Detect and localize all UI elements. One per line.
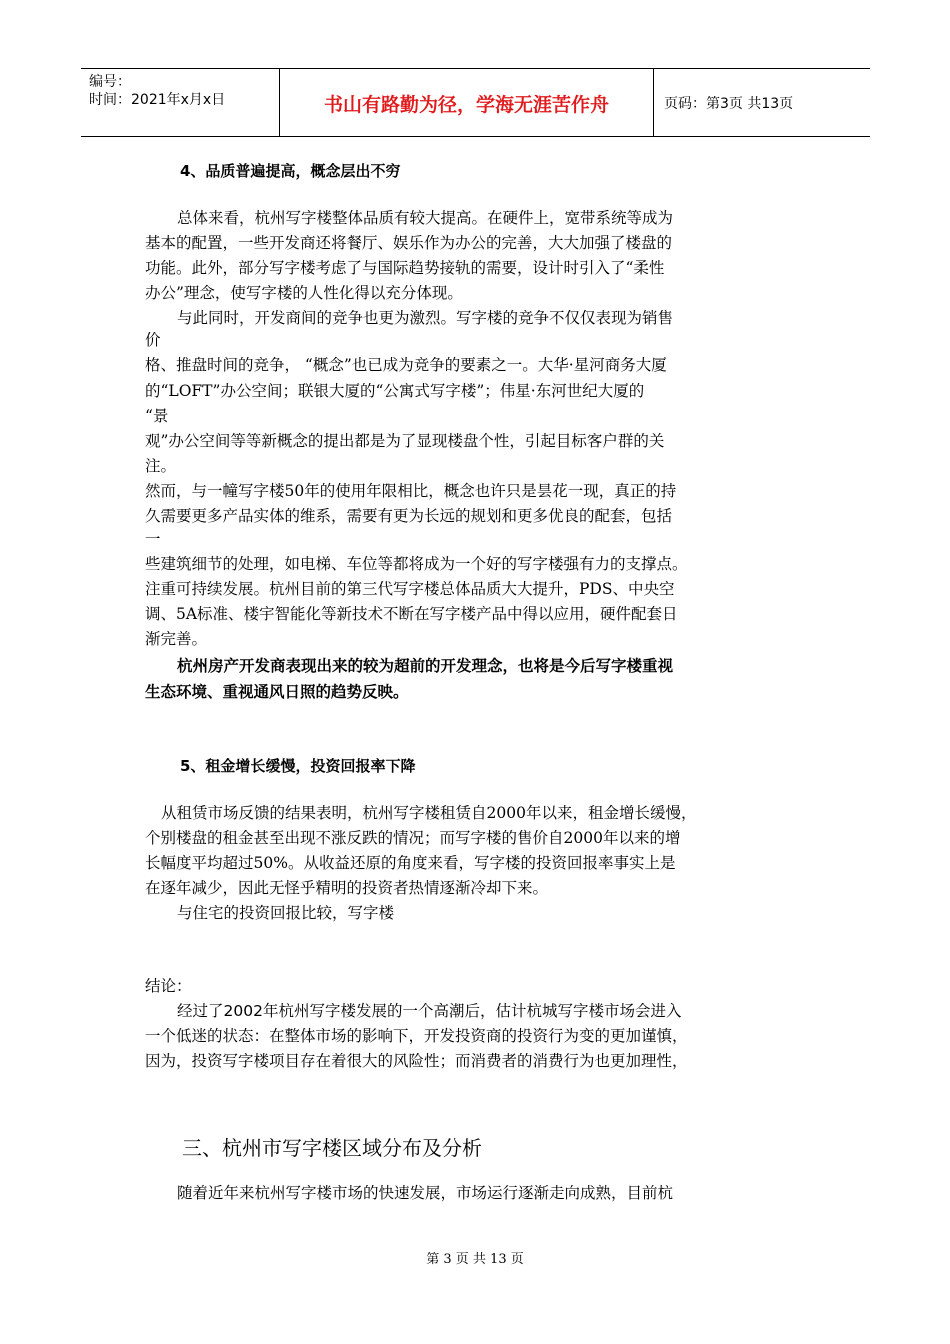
- section-4-line: 注。: [145, 457, 177, 475]
- section-4-line: 些建筑细节的处理，如电梯、车位等都将成为一个好的写字楼强有力的支撑点。: [145, 555, 688, 573]
- section-5-heading: 5、租金增长缓慢，投资回报率下降: [180, 757, 416, 775]
- section-5-line: 与住宅的投资回报比较，写字楼: [177, 904, 395, 922]
- section-3-line: 随着近年来杭州写字楼市场的快速发展，市场运行逐渐走向成熟，目前杭: [177, 1184, 674, 1202]
- section-4-heading: 4、品质普遍提高，概念层出不穷: [180, 162, 401, 180]
- header-motto: 书山有路勤为径，学海无涯苦作舟: [323, 94, 609, 116]
- section-5-line: 长幅度平均超过50%。从收益还原的角度来看，写字楼的投资回报率事实上是: [145, 854, 676, 872]
- section-5-line: 从租赁市场反馈的结果表明，杭州写字楼租赁自2000年以来，租金增长缓慢，: [161, 804, 697, 822]
- conclusion-label: 结论：: [145, 977, 192, 995]
- section-5-line: 个别楼盘的租金甚至出现不涨反跌的情况；而写字楼的售价自2000年以来的增: [145, 829, 681, 847]
- section-4-line: 一: [145, 530, 161, 548]
- doc-date: 时间：2021年x月x日: [89, 92, 226, 108]
- section-4-line: 基本的配置，一些开发商还将餐厅、娱乐作为办公的完善，大大加强了楼盘的: [145, 234, 673, 252]
- section-4-line: 然而，与一幢写字楼50年的使用年限相比，概念也许只是昙花一现，真正的持: [145, 482, 677, 500]
- section-4-line: 渐完善。: [145, 630, 208, 648]
- section-4-line: 注重可持续发展。杭州目前的第三代写字楼总体品质大大提升，PDS、中央空: [145, 580, 675, 598]
- page-footer: 第 3 页 共 13 页: [426, 1252, 524, 1267]
- section-4-line: 总体来看，杭州写字楼整体品质有较大提高。在硬件上，宽带系统等成为: [177, 209, 674, 227]
- section-4-line: 观”办公空间等等新概念的提出都是为了显现楼盘个性，引起目标客户群的关: [145, 432, 665, 450]
- conclusion-line: 一个低迷的状态：在整体市场的影响下，开发投资商的投资行为变的更加谨慎，: [145, 1027, 688, 1045]
- page-header: [81, 68, 870, 137]
- doc-number-label: 编号：: [89, 74, 131, 90]
- section-4-line: 与此同时，开发商间的竞争也更为激烈。写字楼的竞争不仅仅表现为销售: [177, 309, 674, 327]
- section-4-line: “景: [145, 407, 169, 425]
- section-4-bold-line: 生态环境、重视通风日照的趋势反映。: [145, 683, 409, 701]
- section-4-bold-line: 杭州房产开发商表现出来的较为超前的开发理念，也将是今后写字楼重视: [177, 657, 674, 675]
- section-4-line: 办公”理念，使写字楼的人性化得以充分体现。: [145, 284, 463, 302]
- section-4-line: 功能。此外，部分写字楼考虑了与国际趋势接轨的需要，设计时引入了“柔性: [145, 259, 665, 277]
- header-meta-cell: [81, 69, 280, 136]
- section-4-line: 的“LOFT”办公空间；联银大厦的“公寓式写字楼”；伟星·东河世纪大厦的: [145, 382, 645, 400]
- section-4-line: 格、推盘时间的竞争， “概念”也已成为竞争的要素之一。大华·星河商务大厦: [145, 356, 667, 374]
- header-motto-cell: [280, 69, 654, 136]
- conclusion-line: 经过了2002年杭州写字楼发展的一个高潮后，估计杭城写字楼市场会进入: [177, 1002, 682, 1020]
- conclusion-line: 因为，投资写字楼项目存在着很大的风险性；而消费者的消费行为也更加理性，: [145, 1052, 688, 1070]
- section-5-line: 在逐年减少，因此无怪乎精明的投资者热情逐渐冷却下来。: [145, 879, 549, 897]
- header-page-code: 页码：第3页 共13页: [664, 96, 794, 112]
- section-4-line: 久需要更多产品实体的维系，需要有更为长远的规划和更多优良的配套，包括: [145, 507, 673, 525]
- section-3-heading: 三、杭州市写字楼区域分布及分析: [182, 1136, 482, 1160]
- section-4-line: 调、5A标准、楼宇智能化等新技术不断在写字楼产品中得以应用，硬件配套日: [145, 605, 678, 623]
- header-page-cell: [654, 69, 870, 136]
- section-4-line: 价: [145, 331, 161, 349]
